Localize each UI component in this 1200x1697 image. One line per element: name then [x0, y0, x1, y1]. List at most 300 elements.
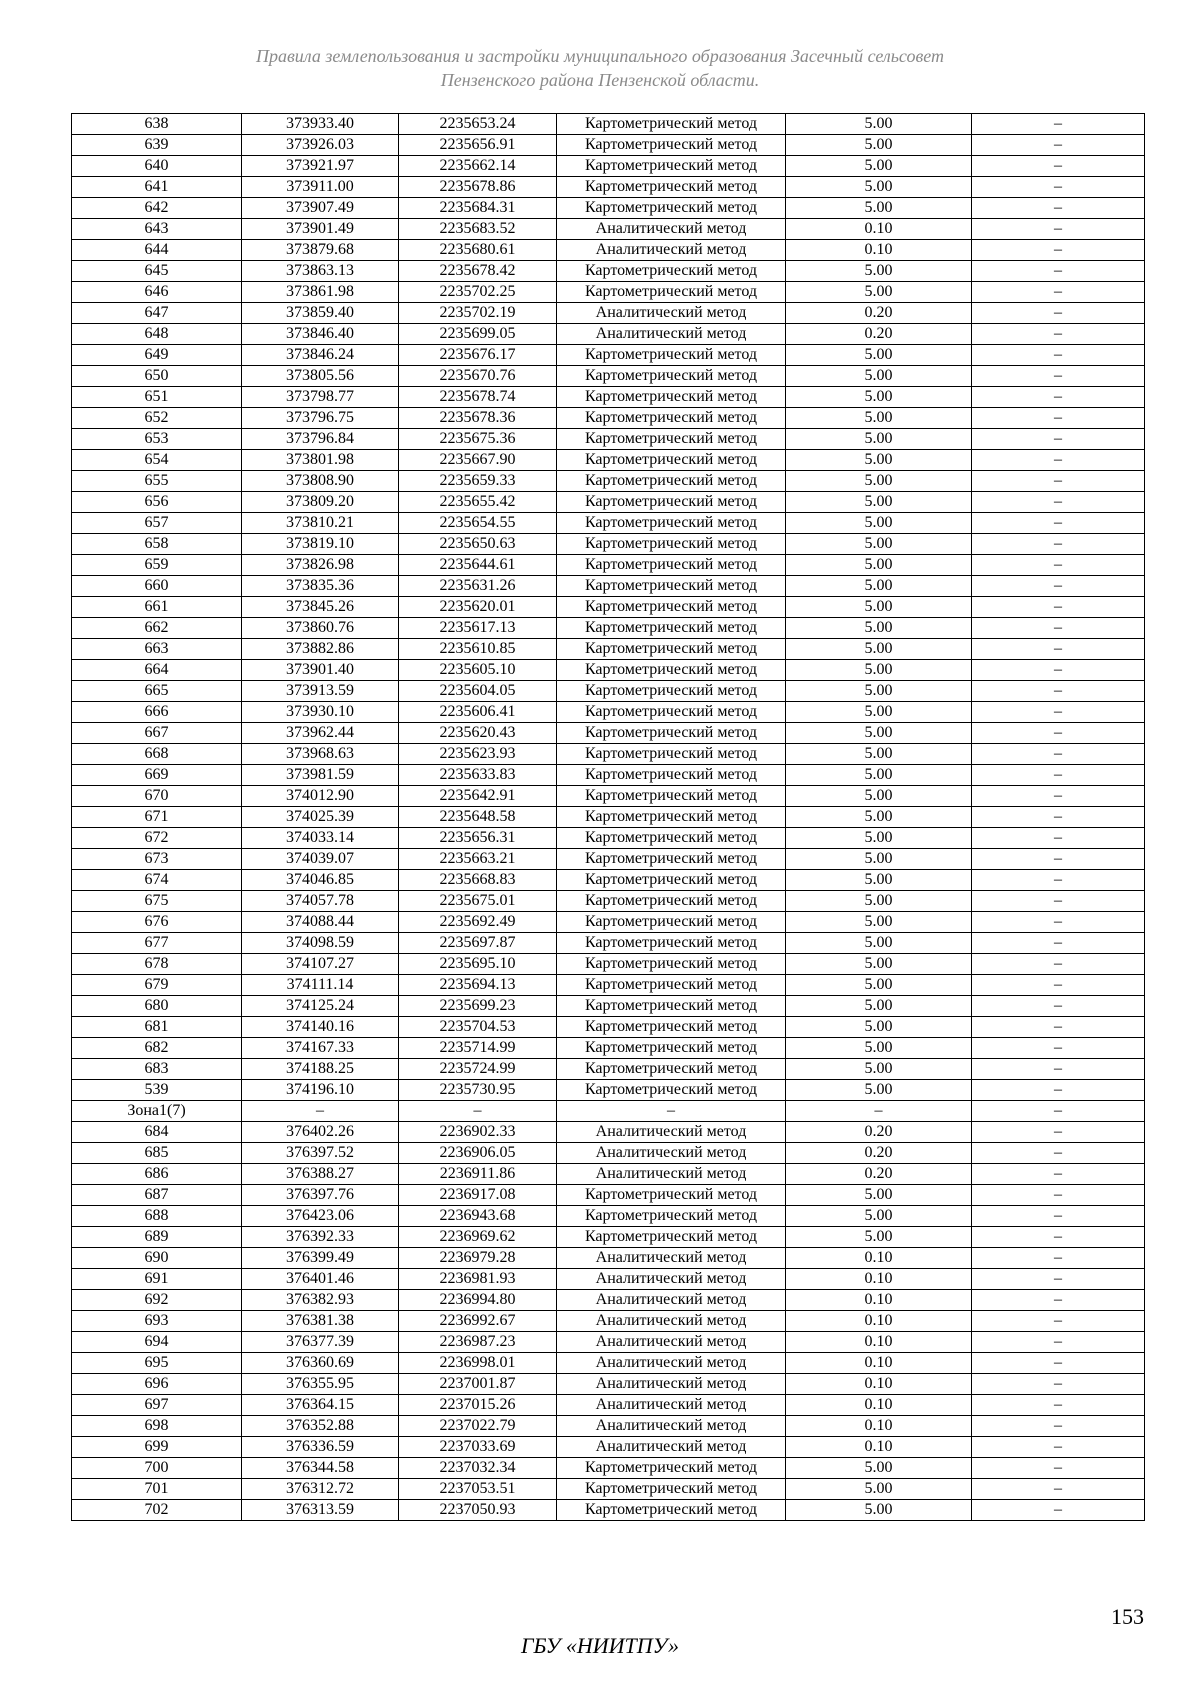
method-cell: Аналитический метод — [557, 1269, 786, 1290]
method-cell: Картометрический метод — [557, 660, 786, 681]
table-row — [72, 450, 1145, 471]
accuracy-cell: 5.00 — [786, 156, 972, 177]
y-coordinate-cell: 2236994.80 — [399, 1290, 557, 1311]
y-coordinate-cell: 2237032.34 — [399, 1458, 557, 1479]
method-cell: Картометрический метод — [557, 135, 786, 156]
table-row — [72, 1416, 1145, 1437]
table-row — [72, 1269, 1145, 1290]
x-coordinate-cell: 376392.33 — [242, 1227, 399, 1248]
note-cell: – — [972, 1143, 1145, 1164]
table-row — [72, 345, 1145, 366]
note-cell: – — [972, 450, 1145, 471]
point-number-cell: 667 — [72, 723, 242, 744]
point-number-cell: 672 — [72, 828, 242, 849]
accuracy-cell: 0.20 — [786, 1164, 972, 1185]
y-coordinate-cell: 2235650.63 — [399, 534, 557, 555]
method-cell: Картометрический метод — [557, 618, 786, 639]
x-coordinate-cell: 373901.40 — [242, 660, 399, 681]
method-cell: Картометрический метод — [557, 471, 786, 492]
x-coordinate-cell: 376399.49 — [242, 1248, 399, 1269]
point-number-cell: 693 — [72, 1311, 242, 1332]
point-number-cell: 652 — [72, 408, 242, 429]
table-row — [72, 996, 1145, 1017]
accuracy-cell: 5.00 — [786, 534, 972, 555]
y-coordinate-cell: 2235617.13 — [399, 618, 557, 639]
x-coordinate-cell: 374167.33 — [242, 1038, 399, 1059]
table-row — [72, 282, 1145, 303]
table-row — [72, 240, 1145, 261]
point-number-cell: 643 — [72, 219, 242, 240]
note-cell: – — [972, 429, 1145, 450]
point-number-cell: 699 — [72, 1437, 242, 1458]
accuracy-cell: 5.00 — [786, 912, 972, 933]
y-coordinate-cell: 2235631.26 — [399, 576, 557, 597]
method-cell: Картометрический метод — [557, 723, 786, 744]
method-cell: Картометрический метод — [557, 387, 786, 408]
note-cell: – — [972, 639, 1145, 660]
note-cell: – — [972, 1416, 1145, 1437]
point-number-cell: 660 — [72, 576, 242, 597]
x-coordinate-cell: 373962.44 — [242, 723, 399, 744]
table-row — [72, 1101, 1145, 1122]
point-number-cell: 654 — [72, 450, 242, 471]
accuracy-cell: 5.00 — [786, 576, 972, 597]
table-row — [72, 177, 1145, 198]
method-cell: Картометрический метод — [557, 576, 786, 597]
point-number-cell: 688 — [72, 1206, 242, 1227]
method-cell: Картометрический метод — [557, 555, 786, 576]
x-coordinate-cell: 376381.38 — [242, 1311, 399, 1332]
y-coordinate-cell: 2235695.10 — [399, 954, 557, 975]
point-number-cell: 641 — [72, 177, 242, 198]
method-cell: Аналитический метод — [557, 1374, 786, 1395]
accuracy-cell: 0.20 — [786, 1122, 972, 1143]
method-cell: Картометрический метод — [557, 870, 786, 891]
point-number-cell: 681 — [72, 1017, 242, 1038]
accuracy-cell: 5.00 — [786, 429, 972, 450]
note-cell: – — [972, 1500, 1145, 1521]
y-coordinate-cell: 2236943.68 — [399, 1206, 557, 1227]
accuracy-cell: 0.20 — [786, 324, 972, 345]
point-number-cell: 661 — [72, 597, 242, 618]
y-coordinate-cell: 2235724.99 — [399, 1059, 557, 1080]
x-coordinate-cell: 373911.00 — [242, 177, 399, 198]
method-cell: Аналитический метод — [557, 1143, 786, 1164]
method-cell: Картометрический метод — [557, 681, 786, 702]
accuracy-cell: 5.00 — [786, 177, 972, 198]
method-cell: Картометрический метод — [557, 996, 786, 1017]
y-coordinate-cell: 2235648.58 — [399, 807, 557, 828]
table-row — [72, 1374, 1145, 1395]
table-row — [72, 1206, 1145, 1227]
accuracy-cell: 5.00 — [786, 450, 972, 471]
note-cell: – — [972, 261, 1145, 282]
x-coordinate-cell: 373968.63 — [242, 744, 399, 765]
method-cell: Картометрический метод — [557, 114, 786, 135]
accuracy-cell: 0.10 — [786, 1332, 972, 1353]
y-coordinate-cell: 2235662.14 — [399, 156, 557, 177]
note-cell: – — [972, 282, 1145, 303]
point-number-cell: 659 — [72, 555, 242, 576]
method-cell: Картометрический метод — [557, 261, 786, 282]
y-coordinate-cell: 2235654.55 — [399, 513, 557, 534]
accuracy-cell: 5.00 — [786, 597, 972, 618]
note-cell: – — [972, 1164, 1145, 1185]
y-coordinate-cell: 2235670.76 — [399, 366, 557, 387]
y-coordinate-cell: 2235684.31 — [399, 198, 557, 219]
x-coordinate-cell: 376401.46 — [242, 1269, 399, 1290]
point-number-cell: 690 — [72, 1248, 242, 1269]
note-cell: – — [972, 492, 1145, 513]
y-coordinate-cell: 2235702.19 — [399, 303, 557, 324]
table-row — [72, 870, 1145, 891]
method-cell: Картометрический метод — [557, 1059, 786, 1080]
note-cell: – — [972, 324, 1145, 345]
accuracy-cell: 5.00 — [786, 975, 972, 996]
table-row — [72, 597, 1145, 618]
x-coordinate-cell: 374098.59 — [242, 933, 399, 954]
x-coordinate-cell: 373801.98 — [242, 450, 399, 471]
x-coordinate-cell: 373860.76 — [242, 618, 399, 639]
table-row — [72, 303, 1145, 324]
footer-org: ГБУ «НИИТПУ» — [520, 1633, 680, 1658]
header-line-1: Правила землепользования и застройки муниципального образования Засечный сельсовет — [255, 46, 945, 66]
x-coordinate-cell: 373805.56 — [242, 366, 399, 387]
y-coordinate-cell: 2235692.49 — [399, 912, 557, 933]
y-coordinate-cell: 2235702.25 — [399, 282, 557, 303]
point-number-cell: 676 — [72, 912, 242, 933]
x-coordinate-cell: 376352.88 — [242, 1416, 399, 1437]
accuracy-cell: 5.00 — [786, 807, 972, 828]
note-cell: – — [972, 1269, 1145, 1290]
y-coordinate-cell: 2235667.90 — [399, 450, 557, 471]
note-cell: – — [972, 702, 1145, 723]
y-coordinate-cell: 2235663.21 — [399, 849, 557, 870]
note-cell: – — [972, 891, 1145, 912]
point-number-cell: 683 — [72, 1059, 242, 1080]
accuracy-cell: 5.00 — [786, 261, 972, 282]
note-cell: – — [972, 534, 1145, 555]
x-coordinate-cell: 373913.59 — [242, 681, 399, 702]
x-coordinate-cell: 376382.93 — [242, 1290, 399, 1311]
point-number-cell: Зона1(7) — [72, 1101, 242, 1122]
table-row — [72, 828, 1145, 849]
method-cell: Картометрический метод — [557, 534, 786, 555]
table-row — [72, 261, 1145, 282]
method-cell: Аналитический метод — [557, 1290, 786, 1311]
x-coordinate-cell: – — [242, 1101, 399, 1122]
point-number-cell: 696 — [72, 1374, 242, 1395]
point-number-cell: 689 — [72, 1227, 242, 1248]
accuracy-cell: 5.00 — [786, 660, 972, 681]
x-coordinate-cell: 374111.14 — [242, 975, 399, 996]
point-number-cell: 665 — [72, 681, 242, 702]
point-number-cell: 680 — [72, 996, 242, 1017]
table-row — [72, 702, 1145, 723]
accuracy-cell: 0.10 — [786, 1353, 972, 1374]
y-coordinate-cell: 2236992.67 — [399, 1311, 557, 1332]
accuracy-cell: 0.10 — [786, 1290, 972, 1311]
x-coordinate-cell: 376360.69 — [242, 1353, 399, 1374]
method-cell: Картометрический метод — [557, 765, 786, 786]
accuracy-cell: 5.00 — [786, 1458, 972, 1479]
table-row — [72, 1143, 1145, 1164]
accuracy-cell: 0.10 — [786, 1374, 972, 1395]
x-coordinate-cell: 374188.25 — [242, 1059, 399, 1080]
table-row — [72, 1353, 1145, 1374]
point-number-cell: 642 — [72, 198, 242, 219]
x-coordinate-cell: 376397.76 — [242, 1185, 399, 1206]
y-coordinate-cell: 2235656.91 — [399, 135, 557, 156]
note-cell: – — [972, 387, 1145, 408]
method-cell: Аналитический метод — [557, 1248, 786, 1269]
note-cell: – — [972, 1059, 1145, 1080]
point-number-cell: 662 — [72, 618, 242, 639]
table-row — [72, 660, 1145, 681]
point-number-cell: 677 — [72, 933, 242, 954]
method-cell: Картометрический метод — [557, 408, 786, 429]
table-row — [72, 1122, 1145, 1143]
note-cell: – — [972, 1479, 1145, 1500]
x-coordinate-cell: 374033.14 — [242, 828, 399, 849]
method-cell: Картометрический метод — [557, 912, 786, 933]
note-cell: – — [972, 1437, 1145, 1458]
table-row — [72, 723, 1145, 744]
note-cell: – — [972, 870, 1145, 891]
point-number-cell: 673 — [72, 849, 242, 870]
point-number-cell: 640 — [72, 156, 242, 177]
table-row — [72, 681, 1145, 702]
method-cell: Картометрический метод — [557, 366, 786, 387]
accuracy-cell: 0.10 — [786, 240, 972, 261]
note-cell: – — [972, 177, 1145, 198]
x-coordinate-cell: 374012.90 — [242, 786, 399, 807]
table-row — [72, 1290, 1145, 1311]
y-coordinate-cell: 2235659.33 — [399, 471, 557, 492]
note-cell: – — [972, 975, 1145, 996]
method-cell: Картометрический метод — [557, 828, 786, 849]
note-cell: – — [972, 1080, 1145, 1101]
y-coordinate-cell: 2235699.05 — [399, 324, 557, 345]
x-coordinate-cell: 373859.40 — [242, 303, 399, 324]
point-number-cell: 694 — [72, 1332, 242, 1353]
table-row — [72, 1227, 1145, 1248]
point-number-cell: 670 — [72, 786, 242, 807]
accuracy-cell: 5.00 — [786, 114, 972, 135]
accuracy-cell: 5.00 — [786, 1185, 972, 1206]
method-cell: Картометрический метод — [557, 1038, 786, 1059]
accuracy-cell: 5.00 — [786, 1080, 972, 1101]
y-coordinate-cell: 2237022.79 — [399, 1416, 557, 1437]
y-coordinate-cell: 2235678.74 — [399, 387, 557, 408]
accuracy-cell: 5.00 — [786, 723, 972, 744]
table-row — [72, 198, 1145, 219]
note-cell: – — [972, 1227, 1145, 1248]
note-cell: – — [972, 219, 1145, 240]
note-cell: – — [972, 681, 1145, 702]
note-cell: – — [972, 1353, 1145, 1374]
point-number-cell: 692 — [72, 1290, 242, 1311]
table-row — [72, 387, 1145, 408]
x-coordinate-cell: 373981.59 — [242, 765, 399, 786]
method-cell: Аналитический метод — [557, 219, 786, 240]
note-cell: – — [972, 849, 1145, 870]
x-coordinate-cell: 373879.68 — [242, 240, 399, 261]
y-coordinate-cell: 2236987.23 — [399, 1332, 557, 1353]
header-line-2: Пензенского района Пензенской области. — [440, 70, 760, 90]
method-cell: Аналитический метод — [557, 1395, 786, 1416]
x-coordinate-cell: 373819.10 — [242, 534, 399, 555]
x-coordinate-cell: 376344.58 — [242, 1458, 399, 1479]
table-row — [72, 891, 1145, 912]
method-cell: Картометрический метод — [557, 597, 786, 618]
method-cell: Аналитический метод — [557, 240, 786, 261]
method-cell: Картометрический метод — [557, 1479, 786, 1500]
x-coordinate-cell: 376312.72 — [242, 1479, 399, 1500]
y-coordinate-cell: 2235633.83 — [399, 765, 557, 786]
table-row — [72, 471, 1145, 492]
accuracy-cell: 5.00 — [786, 765, 972, 786]
method-cell: Аналитический метод — [557, 324, 786, 345]
table-row — [72, 1038, 1145, 1059]
table-row — [72, 1458, 1145, 1479]
method-cell: Картометрический метод — [557, 513, 786, 534]
note-cell: – — [972, 1290, 1145, 1311]
x-coordinate-cell: 373808.90 — [242, 471, 399, 492]
point-number-cell: 668 — [72, 744, 242, 765]
point-number-cell: 664 — [72, 660, 242, 681]
point-number-cell: 671 — [72, 807, 242, 828]
y-coordinate-cell: 2235620.01 — [399, 597, 557, 618]
point-number-cell: 650 — [72, 366, 242, 387]
table-row — [72, 1017, 1145, 1038]
table-row — [72, 576, 1145, 597]
note-cell: – — [972, 828, 1145, 849]
note-cell: – — [972, 1395, 1145, 1416]
y-coordinate-cell: 2235704.53 — [399, 1017, 557, 1038]
x-coordinate-cell: 373796.84 — [242, 429, 399, 450]
table-row — [72, 135, 1145, 156]
note-cell: – — [972, 933, 1145, 954]
note-cell: – — [972, 597, 1145, 618]
point-number-cell: 655 — [72, 471, 242, 492]
accuracy-cell: 5.00 — [786, 639, 972, 660]
x-coordinate-cell: 374039.07 — [242, 849, 399, 870]
accuracy-cell: 5.00 — [786, 618, 972, 639]
x-coordinate-cell: 374140.16 — [242, 1017, 399, 1038]
accuracy-cell: 5.00 — [786, 1206, 972, 1227]
accuracy-cell: 5.00 — [786, 1479, 972, 1500]
note-cell: – — [972, 1458, 1145, 1479]
method-cell: Картометрический метод — [557, 1017, 786, 1038]
page-header — [0, 44, 1200, 92]
method-cell: Картометрический метод — [557, 744, 786, 765]
x-coordinate-cell: 373846.40 — [242, 324, 399, 345]
table-row — [72, 1311, 1145, 1332]
point-number-cell: 666 — [72, 702, 242, 723]
y-coordinate-cell: 2235610.85 — [399, 639, 557, 660]
y-coordinate-cell: 2235653.24 — [399, 114, 557, 135]
x-coordinate-cell: 373798.77 — [242, 387, 399, 408]
table-row — [72, 1479, 1145, 1500]
x-coordinate-cell: 376397.52 — [242, 1143, 399, 1164]
table-row — [72, 744, 1145, 765]
table-row — [72, 954, 1145, 975]
point-number-cell: 687 — [72, 1185, 242, 1206]
table-row — [72, 1500, 1145, 1521]
note-cell: – — [972, 408, 1145, 429]
note-cell: – — [972, 1206, 1145, 1227]
note-cell: – — [972, 156, 1145, 177]
accuracy-cell: 5.00 — [786, 492, 972, 513]
accuracy-cell: 5.00 — [786, 744, 972, 765]
x-coordinate-cell: 376377.39 — [242, 1332, 399, 1353]
note-cell: – — [972, 303, 1145, 324]
point-number-cell: 675 — [72, 891, 242, 912]
y-coordinate-cell: 2235655.42 — [399, 492, 557, 513]
point-number-cell: 645 — [72, 261, 242, 282]
point-number-cell: 679 — [72, 975, 242, 996]
method-cell: Картометрический метод — [557, 1185, 786, 1206]
accuracy-cell: 5.00 — [786, 891, 972, 912]
table-row — [72, 1332, 1145, 1353]
x-coordinate-cell: 373861.98 — [242, 282, 399, 303]
y-coordinate-cell: 2235694.13 — [399, 975, 557, 996]
method-cell: Картометрический метод — [557, 849, 786, 870]
table-row — [72, 1395, 1145, 1416]
point-number-cell: 700 — [72, 1458, 242, 1479]
x-coordinate-cell: 373810.21 — [242, 513, 399, 534]
point-number-cell: 701 — [72, 1479, 242, 1500]
x-coordinate-cell: 373921.97 — [242, 156, 399, 177]
method-cell: Картометрический метод — [557, 702, 786, 723]
point-number-cell: 638 — [72, 114, 242, 135]
y-coordinate-cell: 2236979.28 — [399, 1248, 557, 1269]
accuracy-cell: 5.00 — [786, 1059, 972, 1080]
note-cell: – — [972, 1038, 1145, 1059]
table-row — [72, 555, 1145, 576]
accuracy-cell: 5.00 — [786, 849, 972, 870]
table-row — [72, 366, 1145, 387]
accuracy-cell: 5.00 — [786, 954, 972, 975]
note-cell: – — [972, 765, 1145, 786]
y-coordinate-cell: 2235678.42 — [399, 261, 557, 282]
note-cell: – — [972, 660, 1145, 681]
accuracy-cell: 0.10 — [786, 219, 972, 240]
method-cell: Аналитический метод — [557, 1311, 786, 1332]
y-coordinate-cell: 2235668.83 — [399, 870, 557, 891]
accuracy-cell: 5.00 — [786, 135, 972, 156]
y-coordinate-cell: 2236998.01 — [399, 1353, 557, 1374]
point-number-cell: 646 — [72, 282, 242, 303]
note-cell: – — [972, 1374, 1145, 1395]
point-number-cell: 685 — [72, 1143, 242, 1164]
page-number: 153 — [1111, 1604, 1144, 1629]
x-coordinate-cell: 374057.78 — [242, 891, 399, 912]
note-cell: – — [972, 996, 1145, 1017]
note-cell: – — [972, 366, 1145, 387]
accuracy-cell: 0.10 — [786, 1248, 972, 1269]
table-row — [72, 786, 1145, 807]
x-coordinate-cell: 373835.36 — [242, 576, 399, 597]
table-row — [72, 765, 1145, 786]
x-coordinate-cell: 373809.20 — [242, 492, 399, 513]
method-cell: Аналитический метод — [557, 1416, 786, 1437]
note-cell: – — [972, 1122, 1145, 1143]
point-number-cell: 663 — [72, 639, 242, 660]
accuracy-cell: 5.00 — [786, 996, 972, 1017]
note-cell: – — [972, 471, 1145, 492]
